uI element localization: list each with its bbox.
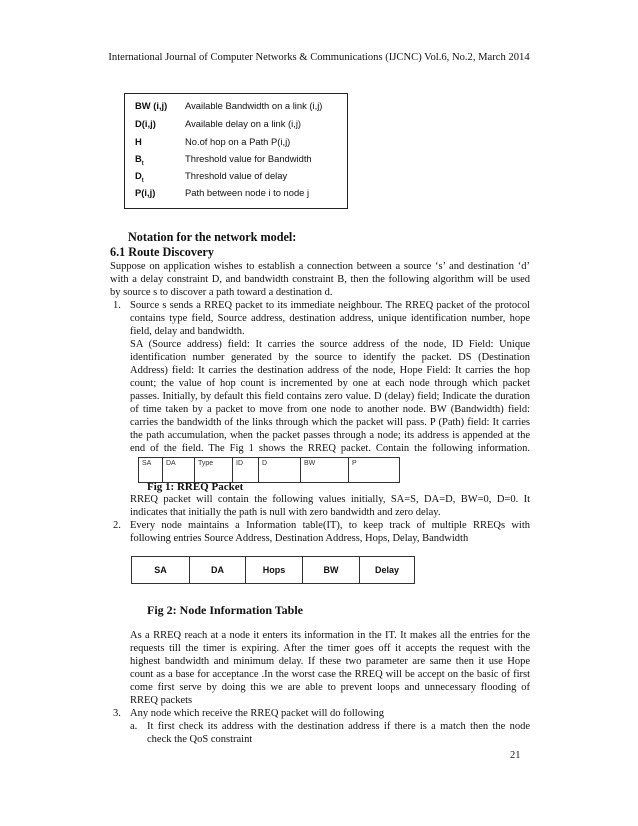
figure1-caption: Fig 1: RREQ Packet [147,481,244,493]
packet-field: DA [163,458,195,482]
section-title: 6.1 Route Discovery [110,245,214,259]
table-field: Hops [246,557,303,583]
para2-line: come first serve by doing this we are able to prevent loops and unnecessary flooding of [130,682,530,693]
packet-field: BW [301,458,349,482]
item1-line: count; the value of hop count is incremented by one at each node through which packet [130,378,530,389]
item3-line: Any node which receive the RREQ packet will do following [130,708,384,719]
notation-description: No.of hop on a Path P(i,j) [185,136,291,147]
para2-line: highest bandwidth and minimum delay. If these two parameter are same then it use Hope [130,656,530,667]
packet-field: SA [139,458,163,482]
item1-line: identification number generated by the source to identify the packet. DS (Destination [130,352,530,363]
notation-symbol: D(i,j) [135,118,156,129]
packet-field: D [259,458,301,482]
table-field: Delay [374,565,400,575]
item1-line: field, delay and bandwidth. [130,326,245,337]
notation-description: Available Bandwidth on a link (i,j) [185,100,323,111]
journal-header: International Journal of Computer Networks & Communications (IJCNC) Vol.6, No.2, March 2014 [108,52,530,63]
figure2-caption: Fig 2: Node Information Table [147,603,304,617]
notation-subscript: t [141,160,144,167]
item1-line: SA (Source address) field: It carries the source address of the node, ID Field: Unique [130,339,530,350]
item1-line: of time taken by a packet to move from one node to another node. BW (Bandwidth) field: [130,404,530,415]
page-number: 21 [510,750,521,761]
item1-line: contains type field, Source address, destination address, unique identification number, hope [130,313,530,324]
notation-symbol: BW (i,j) [135,100,168,111]
item1-line: Address) field: It carries the destination address of the node, Hope Field: It carries the hop [130,365,530,376]
notation-description: Threshold value of delay [185,170,288,181]
list-letter: a. [130,721,138,732]
notation-symbol: P(i,j) [135,187,156,198]
intro-line: by source s to discover a path toward a destination d. [110,287,333,298]
para2-line: requests till the timer is expiring. After the timer goes off it accepts the request with the [130,643,530,654]
node-information-table-figure [131,556,415,584]
list-number: 2. [113,520,121,531]
item3a-line: check the QoS constraint [147,734,253,745]
notation-description: Threshold value for Bandwidth [185,153,312,164]
intro-line: with a delay constraint D, and bandwidth constraint B, then the following algorithm will be used [110,274,530,285]
packet-field: ID [233,458,259,482]
item1-line: end of the field. The Fig 1 shows the RREQ packet. Contain the following information. [130,443,530,454]
para2-line: As a RREQ reach at a node it enters its information in the IT. It makes all the entries for the [130,630,530,641]
item1-line: passes. Initially, by default this field contains zero value. D (delay) field; Indicate the duration [130,391,530,402]
item1-line: the path accumulation, when the packet passes through a node; its address is appended at the [130,430,530,441]
table-field: DA [190,557,246,583]
rreq-packet-figure [138,457,400,483]
item1-line: Source s sends a RREQ packet to its immediate neighbour. The RREQ packet of the protocol [130,300,530,311]
item2-line: following entries Source Address, Destination Address, Hops, Delay, Bandwidth [130,533,469,544]
item1-line: carries the bandwidth of the links through which the packet will pass. P (Path) field: It carries [130,417,530,428]
notation-symbol: H [135,136,142,147]
packet-field: Type [195,458,233,482]
item3a-line: It first check its address with the destination address if there is a match then the node [147,721,530,732]
notation-table [124,93,348,209]
notation-symbol: $D_t$ [135,170,144,184]
notation-description: Available delay on a link (i,j) [185,118,302,129]
notation-subscript: t [141,177,144,184]
notation-heading: Notation for the network model: [128,230,297,244]
para2-line: RREQ packets [130,695,193,706]
table-field: SA [132,557,190,583]
table-field: BW [303,557,360,583]
list-number: 1. [113,300,121,311]
intro-line: Suppose on application wishes to establish a connection between a source ‘s’ and destination ‘d’ [110,261,530,272]
notation-description: Path between node i to node j [185,187,310,198]
para2-line: count as a base for acceptance .In the worst case the RREQ will be accept on the basic of first [130,669,530,680]
list-number: 3. [113,708,121,719]
fig1-text-line: indicates that initially the path is null with zero bandwidth and zero delay. [130,507,441,518]
item2-line: Every node maintains a Information table(IT), to keep track of multiple RREQs with [130,520,530,531]
notation-symbol: $B_t$ [135,153,144,167]
packet-field: P [352,460,357,467]
fig1-text-line: RREQ packet will contain the following values initially, SA=S, DA=D, BW=0, D=0. It [130,494,530,505]
